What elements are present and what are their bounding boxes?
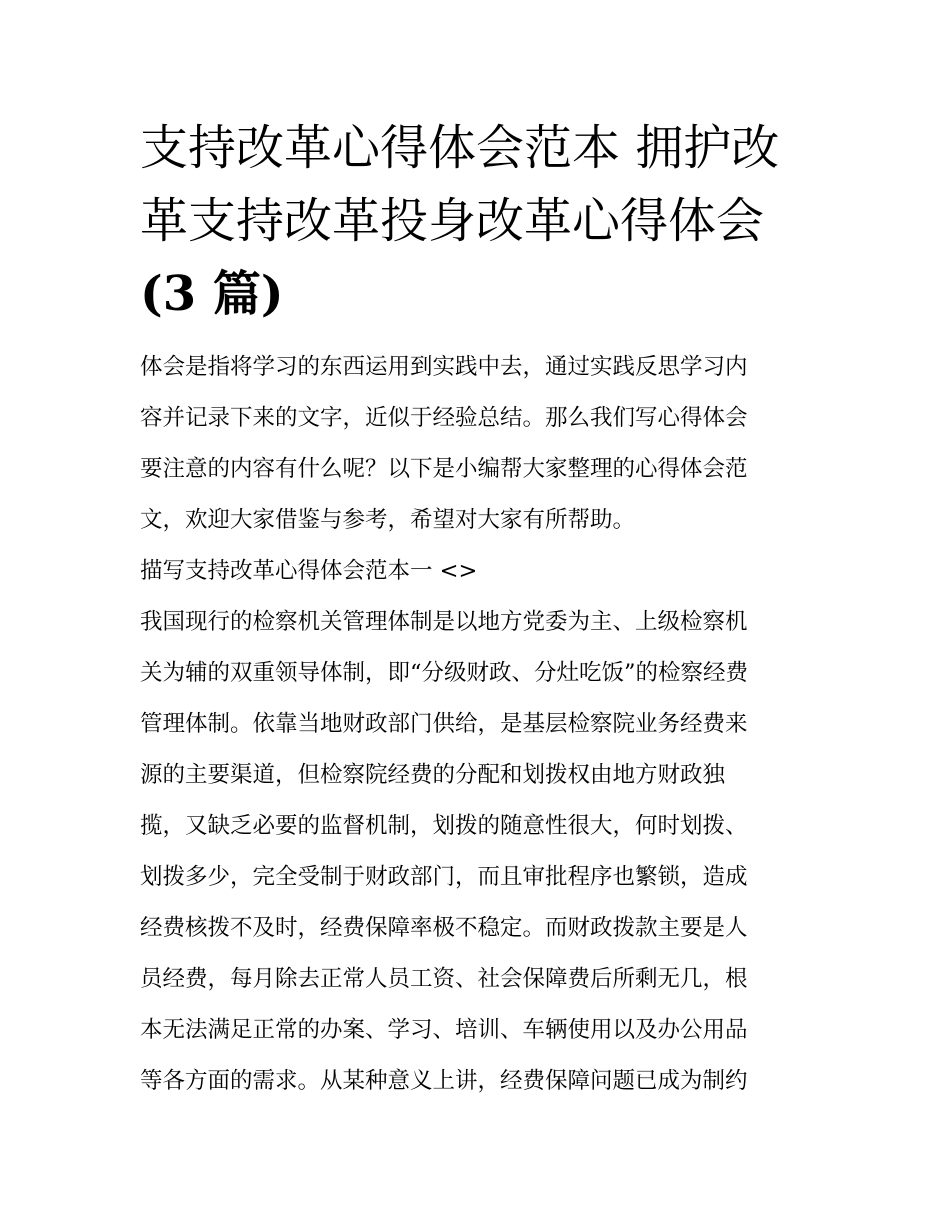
- body-paragraph: [140, 597, 820, 1107]
- document-content: [140, 112, 820, 1107]
- body-line: 等各方面的需求。从某种意义上讲，经费保障问题已成为制约: [140, 1068, 748, 1094]
- body-line: 员经费，每月除去正常人员工资、社会保障费后所剩无几，根: [140, 966, 748, 992]
- section-heading-text: 描写支持改革心得体会范本一 <>: [140, 558, 478, 584]
- title-line-2: 革支持改革投身改革心得体会: [140, 193, 765, 249]
- intro-line: 要注意的内容有什么呢？以下是小编帮大家整理的心得体会范: [140, 456, 748, 482]
- body-line: 揽，又缺乏必要的监督机制，划拨的随意性很大，何时划拨、: [140, 813, 748, 839]
- body-line: 本无法满足正常的办案、学习、培训、车辆使用以及办公用品: [140, 1017, 748, 1043]
- section-heading: [140, 546, 820, 597]
- intro-line: 文，欢迎大家借鉴与参考，希望对大家有所帮助。: [140, 507, 636, 533]
- title-line-1: 支持改革心得体会范本 拥护改: [140, 120, 780, 176]
- body-line: 我国现行的检察机关管理体制是以地方党委为主、上级检察机: [140, 609, 748, 635]
- intro-line: 容并记录下来的文字，近似于经验总结。那么我们写心得体会: [140, 405, 748, 431]
- body-line: 关为辅的双重领导体制，即“分级财政、分灶吃饭”的检察经费: [140, 660, 749, 686]
- body-line: 管理体制。依靠当地财政部门供给，是基层检察院业务经费来: [140, 711, 748, 737]
- intro-paragraph: [140, 342, 820, 546]
- document-title: [140, 112, 820, 331]
- title-line-3: (3 篇): [140, 266, 284, 322]
- body-line: 划拨多少，完全受制于财政部门，而且审批程序也繁锁，造成: [140, 864, 748, 890]
- intro-line: 体会是指将学习的东西运用到实践中去，通过实践反思学习内: [140, 354, 748, 380]
- body-line: 源的主要渠道，但检察院经费的分配和划拨权由地方财政独: [140, 762, 726, 788]
- body-line: 经费核拨不及时，经费保障率极不稳定。而财政拨款主要是人: [140, 915, 748, 941]
